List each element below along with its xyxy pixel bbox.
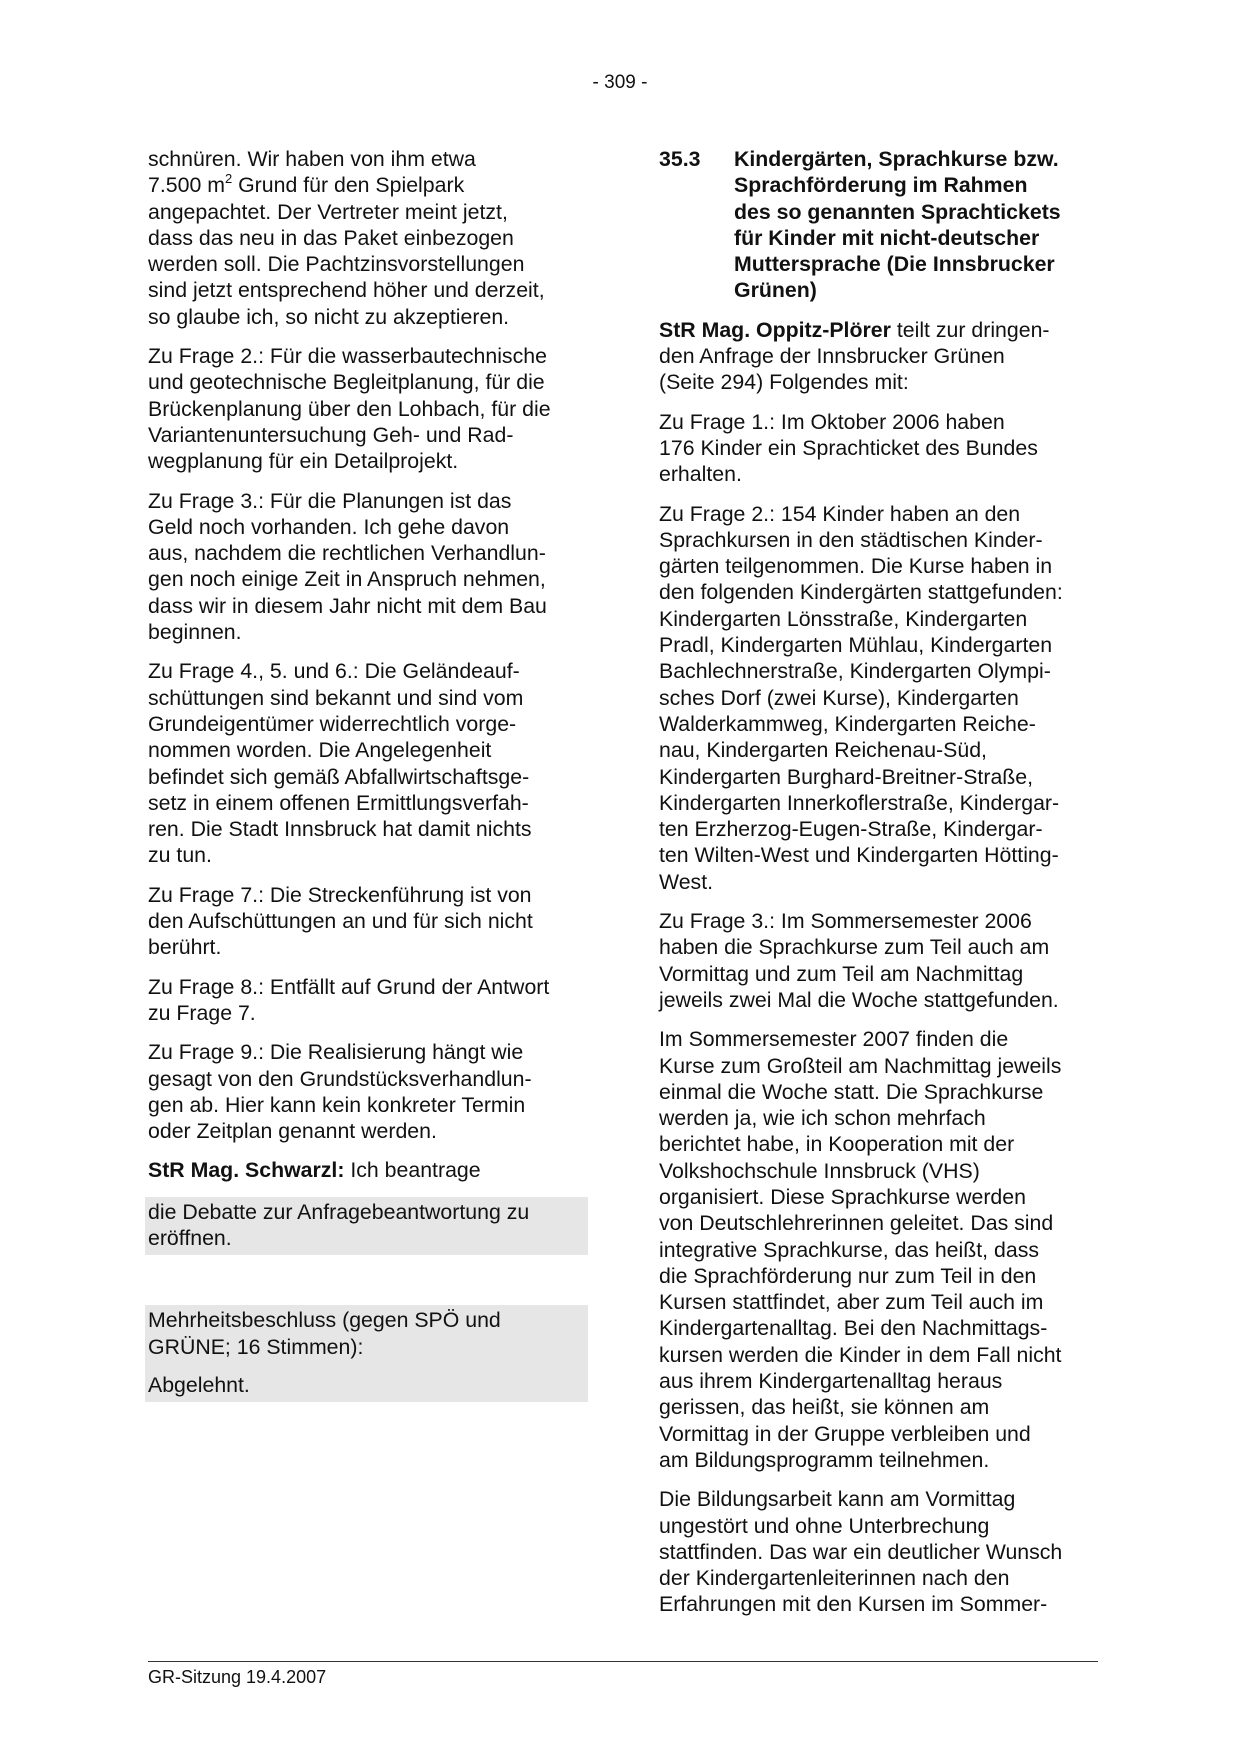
section-heading — [659, 146, 1099, 304]
speaker-statement — [659, 317, 1099, 396]
speaker-text: Ich beantrage — [344, 1158, 481, 1183]
paragraph: Zu Frage 8.: Entfällt auf Grund der Antwort zu Frage 7. — [148, 974, 550, 1025]
footer-divider — [148, 1661, 1098, 1662]
page-number: - 309 - — [592, 72, 648, 93]
left-column — [148, 146, 588, 1402]
motion-text: die Debatte zur Anfragebeantwortung zu eröffnen. — [148, 1199, 530, 1250]
speaker-statement — [148, 1157, 588, 1183]
resolution-result: Abgelehnt. — [148, 1372, 250, 1397]
resolution-box — [145, 1305, 588, 1402]
resolution-text: Mehrheitsbeschluss (gegen SPÖ und GRÜNE; 16 Stimmen): — [148, 1308, 501, 1359]
paragraph: Zu Frage 9.: Die Realisierung hängt wie gesagt von den Grundstücksverhandlun- gen ab. Hier kann kein konkreter Termin oder Zeitplan genannt werden. — [148, 1040, 532, 1144]
paragraph-text: Grund für den Spielpark angepachtet. Der Vertreter meint jetzt, dass das neu in das Paket einbezogen werden soll. Die Pachtzinsvorstellungen sind jetzt entsprechend höher und derzeit, so glaube ich, so nicht zu akzeptieren. — [148, 173, 545, 329]
paragraph: Zu Frage 1.: Im Oktober 2006 haben 176 Kinder ein Sprachticket des Bundes erhalten. — [659, 409, 1038, 487]
motion-box — [145, 1197, 588, 1256]
paragraph: Zu Frage 3.: Im Sommersemester 2006 haben die Sprachkurse zum Teil auch am Vormittag und zum Teil am Nachmittag jeweils zwei Mal die Woche stattgefunden. — [659, 909, 1059, 1012]
paragraph — [148, 146, 588, 330]
speaker-text: teilt zur dringen- den Anfrage der Innsbrucker Grünen (Seite 294) Folgendes mit: — [659, 317, 1050, 395]
speaker-name: StR Mag. Oppitz-Plörer — [659, 317, 891, 342]
section-title: Kindergärten, Sprachkurse bzw. Sprachförderung im Rahmen des so genannten Sprachtickets für Kinder mit nicht-deutscher Muttersprache (Die Innsbrucker Grünen) — [734, 147, 1061, 303]
paragraph: Die Bildungsarbeit kann am Vormittag ungestört und ohne Unterbrechung stattfinden. Das war ein deutlicher Wunsch der Kindergartenleiterinnen nach den Erfahrungen mit den Kursen im Sommer- — [659, 1487, 1063, 1617]
unit-superscript: 2 — [224, 171, 233, 187]
section-number: 35.3 — [659, 147, 701, 171]
footer-text: GR-Sitzung 19.4.2007 — [148, 1667, 327, 1687]
paragraph: Im Sommersemester 2007 finden die Kurse zum Großteil am Nachmittag jeweils einmal die Woche statt. Die Sprachkurse werden ja, wie ich schon mehrfach berichtet habe, in Kooperation mit der Volkshochschule Innsbruck (VHS) organisiert. Diese Sprachkurse werden von Deutschlehrerinnen geleitet. Das sind integrative Sprachkurse, das heißt, dass die Sprachförderung nur zum Teil in den Kursen stattfindet, aber zum Teil auch im Kindergartenalltag. Bei den Nachmittags- kursen werden die Kinder in dem Fall nicht aus ihrem Kindergartenalltag heraus gerissen, das heißt, sie können am Vormittag in der Gruppe verbleiben und am Bildungsprogramm teilnehmen. — [659, 1027, 1062, 1472]
paragraph: Zu Frage 2.: Für die wasserbautechnische und geotechnische Begleitplanung, für die Brückenplanung über den Lohbach, für die Variantenuntersuchung Geh- und Rad- wegplanung für ein Detailprojekt. — [148, 344, 551, 474]
right-column — [659, 146, 1099, 1631]
paragraph: Zu Frage 4., 5. und 6.: Die Geländeauf- schüttungen sind bekannt und sind vom Grundeigentümer widerrechtlich vorge- nommen worden. Die Angelegenheit befindet sich gemäß Abfallwirtschaftsge- setz in einem offenen Ermittlungsverfah- ren. Die Stadt Innsbruck hat damit nichts zu tun. — [148, 659, 532, 868]
speaker-name: StR Mag. Schwarzl: — [148, 1158, 345, 1183]
paragraph: Zu Frage 2.: 154 Kinder haben an den Sprachkursen in den städtischen Kinder- gärten teilgenommen. Die Kurse haben in den folgenden Kindergärten stattgefunden: Kindergarten Lönsstraße, Kindergarten Pradl, Kindergarten Mühlau, Kindergarten Bachlechnerstraße, Kindergarten Olympi- sches Dorf (zwei Kurse), Kindergarten Walderkammweg, Kindergarten Reiche- nau, Kindergarten Reichenau-Süd, Kindergarten Burghard-Breitner-Straße, Kindergarten Innerkoflerstraße, Kindergar- ten Erzherzog-Eugen-Straße, Kindergar- ten Wilten-West und Kindergarten Hötting- West. — [659, 501, 1063, 894]
paragraph: Zu Frage 3.: Für die Planungen ist das Geld noch vorhanden. Ich gehe davon aus, nachdem die rechtlichen Verhandlun- gen noch einige Zeit in Anspruch nehmen, dass wir in diesem Jahr nicht mit dem Bau beginnen. — [148, 488, 547, 645]
paragraph-text: schnüren. Wir haben von ihm etwa 7.500 m — [148, 147, 476, 198]
paragraph: Zu Frage 7.: Die Streckenführung ist von den Aufschüttungen an und für sich nicht berührt. — [148, 882, 533, 960]
